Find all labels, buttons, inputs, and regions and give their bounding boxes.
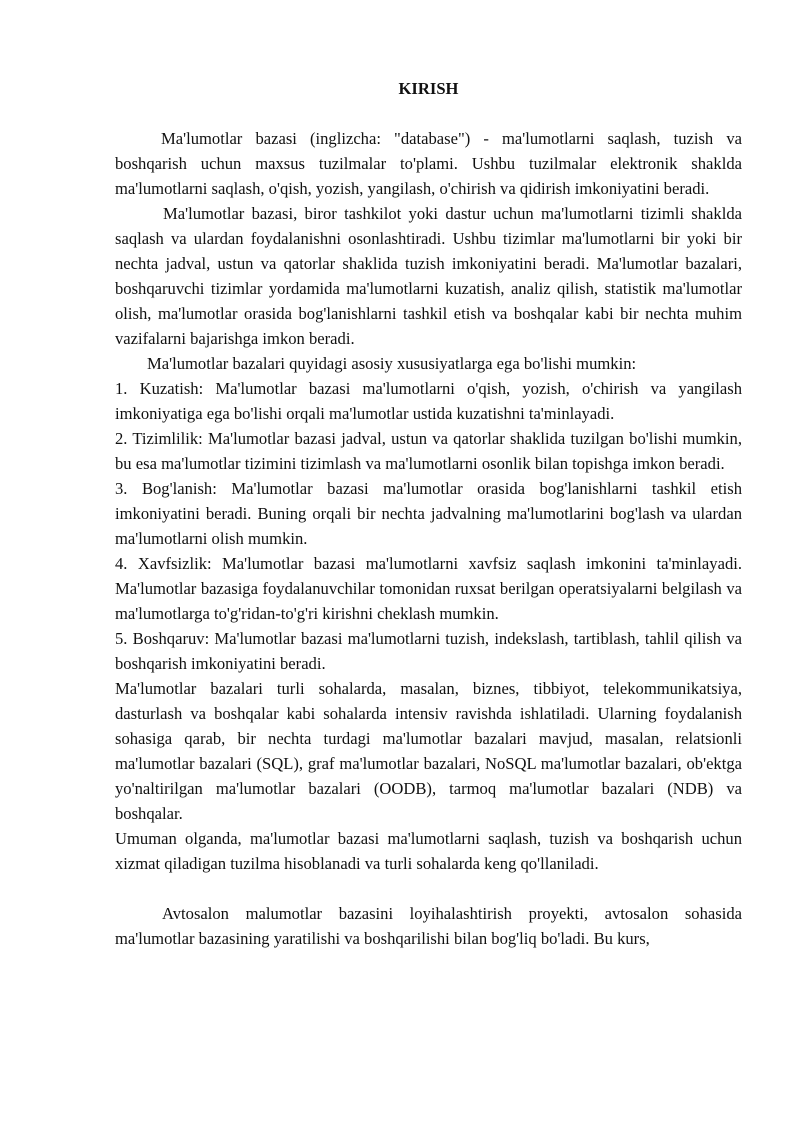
document-page	[115, 76, 742, 951]
document-title: KIRISH	[398, 79, 459, 98]
list-item-kuzatish: 1. Kuzatish: Ma'lumotlar bazasi ma'lumotlarni o'qish, yozish, o'chirish va yangilash imkoniyatiga ega bo'lishi orqali ma'lumotlar ustida kuzatishni ta'minlayadi.	[115, 379, 742, 423]
paragraph-features-lead: Ma'lumotlar bazalari quyidagi asosiy xususiyatlarga ega bo'lishi mumkin:	[147, 354, 637, 373]
list-item-boglanish: 3. Bog'lanish: Ma'lumotlar bazasi ma'lumotlar orasida bog'lanishlarni tashkil etish imkoniyatini beradi. Buning orqali bir nechta jadvalning ma'lumotlarini bog'lash va ulardan ma'lumotlarni olish mumkin.	[115, 479, 742, 548]
paragraph-spacer	[115, 876, 742, 901]
paragraph-project: Avtosalon malumotlar bazasini loyihalashtirish proyekti, avtosalon sohasida ma'lumotlar bazasining yaratilishi va boshqarilishi bilan bog'liq bo'ladi. Bu kurs,	[115, 904, 742, 948]
paragraph-intro: Ma'lumotlar bazasi (inglizcha: "database") - ma'lumotlarni saqlash, tuzish va boshqarish uchun maxsus tuzilmalar to'plami. Ushbu tuzilmalar elektronik shaklda ma'lumotlarni saqlash, o'qish, yozish, yangilash, o'chirish va qidirish imkoniyatini beradi.	[115, 129, 742, 198]
paragraph-purpose: Ma'lumotlar bazasi, biror tashkilot yoki dastur uchun ma'lumotlarni tizimli shaklda saqlash va ulardan foydalanishni osonlashtiradi. Ushbu tizimlar ma'lumotlarni bir yoki bir nechta jadval, ustun va qatorlar shaklida tuzish imkoniyatini beradi. Ma'lumotlar bazalari, boshqaruvchi tizimlar yordamida ma'lumotlarni kuzatish, analiz qilish, statistik ma'lumotlar olish, ma'lumotlar orasida bog'lanishlarni tashkil etish va boshqalar kabi bir nechta muhim vazifalarni bajarishga imkon beradi.	[115, 204, 742, 348]
paragraph-usage: Ma'lumotlar bazalari turli sohalarda, masalan, biznes, tibbiyot, telekommunikatsiya, dasturlash va boshqalar kabi sohalarda intensiv ravishda ishlatiladi. Ularning foydalanish sohasiga qarab, bir nechta turdagi ma'lumotlar bazalari mavjud, masalan, relatsionli ma'lumotlar bazalari (SQL), graf ma'lumotlar bazalari, NoSQL ma'lumotlar bazalari, ob'ektga yo'naltirilgan ma'lumotlar bazalari (OODB), tarmoq ma'lumotlar bazalari (NDB) va boshqalar.	[115, 679, 742, 823]
list-item-tizimlilik: 2. Tizimlilik: Ma'lumotlar bazasi jadval, ustun va qatorlar shaklida tuzilgan bo'lishi mumkin, bu esa ma'lumotlar tizimini tizimlash va ma'lumotlarni osonlik bilan topishga imkon beradi.	[115, 429, 742, 473]
list-item-xavfsizlik: 4. Xavfsizlik: Ma'lumotlar bazasi ma'lumotlarni xavfsiz saqlash imkonini ta'minlayadi. Ma'lumotlar bazasiga foydalanuvchilar tomonidan ruxsat berilgan operatsiyalarni belgilash va ma'lumotlarga to'g'ridan-to'g'ri kirishni cheklash mumkin.	[115, 554, 742, 623]
paragraph-summary: Umuman olganda, ma'lumotlar bazasi ma'lumotlarni saqlash, tuzish va boshqarish uchun xizmat qiladigan tuzilma hisoblanadi va turli sohalarda keng qo'llaniladi.	[115, 829, 742, 873]
list-item-boshqaruv: 5. Boshqaruv: Ma'lumotlar bazasi ma'lumotlarni tuzish, indekslash, tartiblash, tahlil qilish va boshqarish imkoniyatini beradi.	[115, 629, 742, 673]
